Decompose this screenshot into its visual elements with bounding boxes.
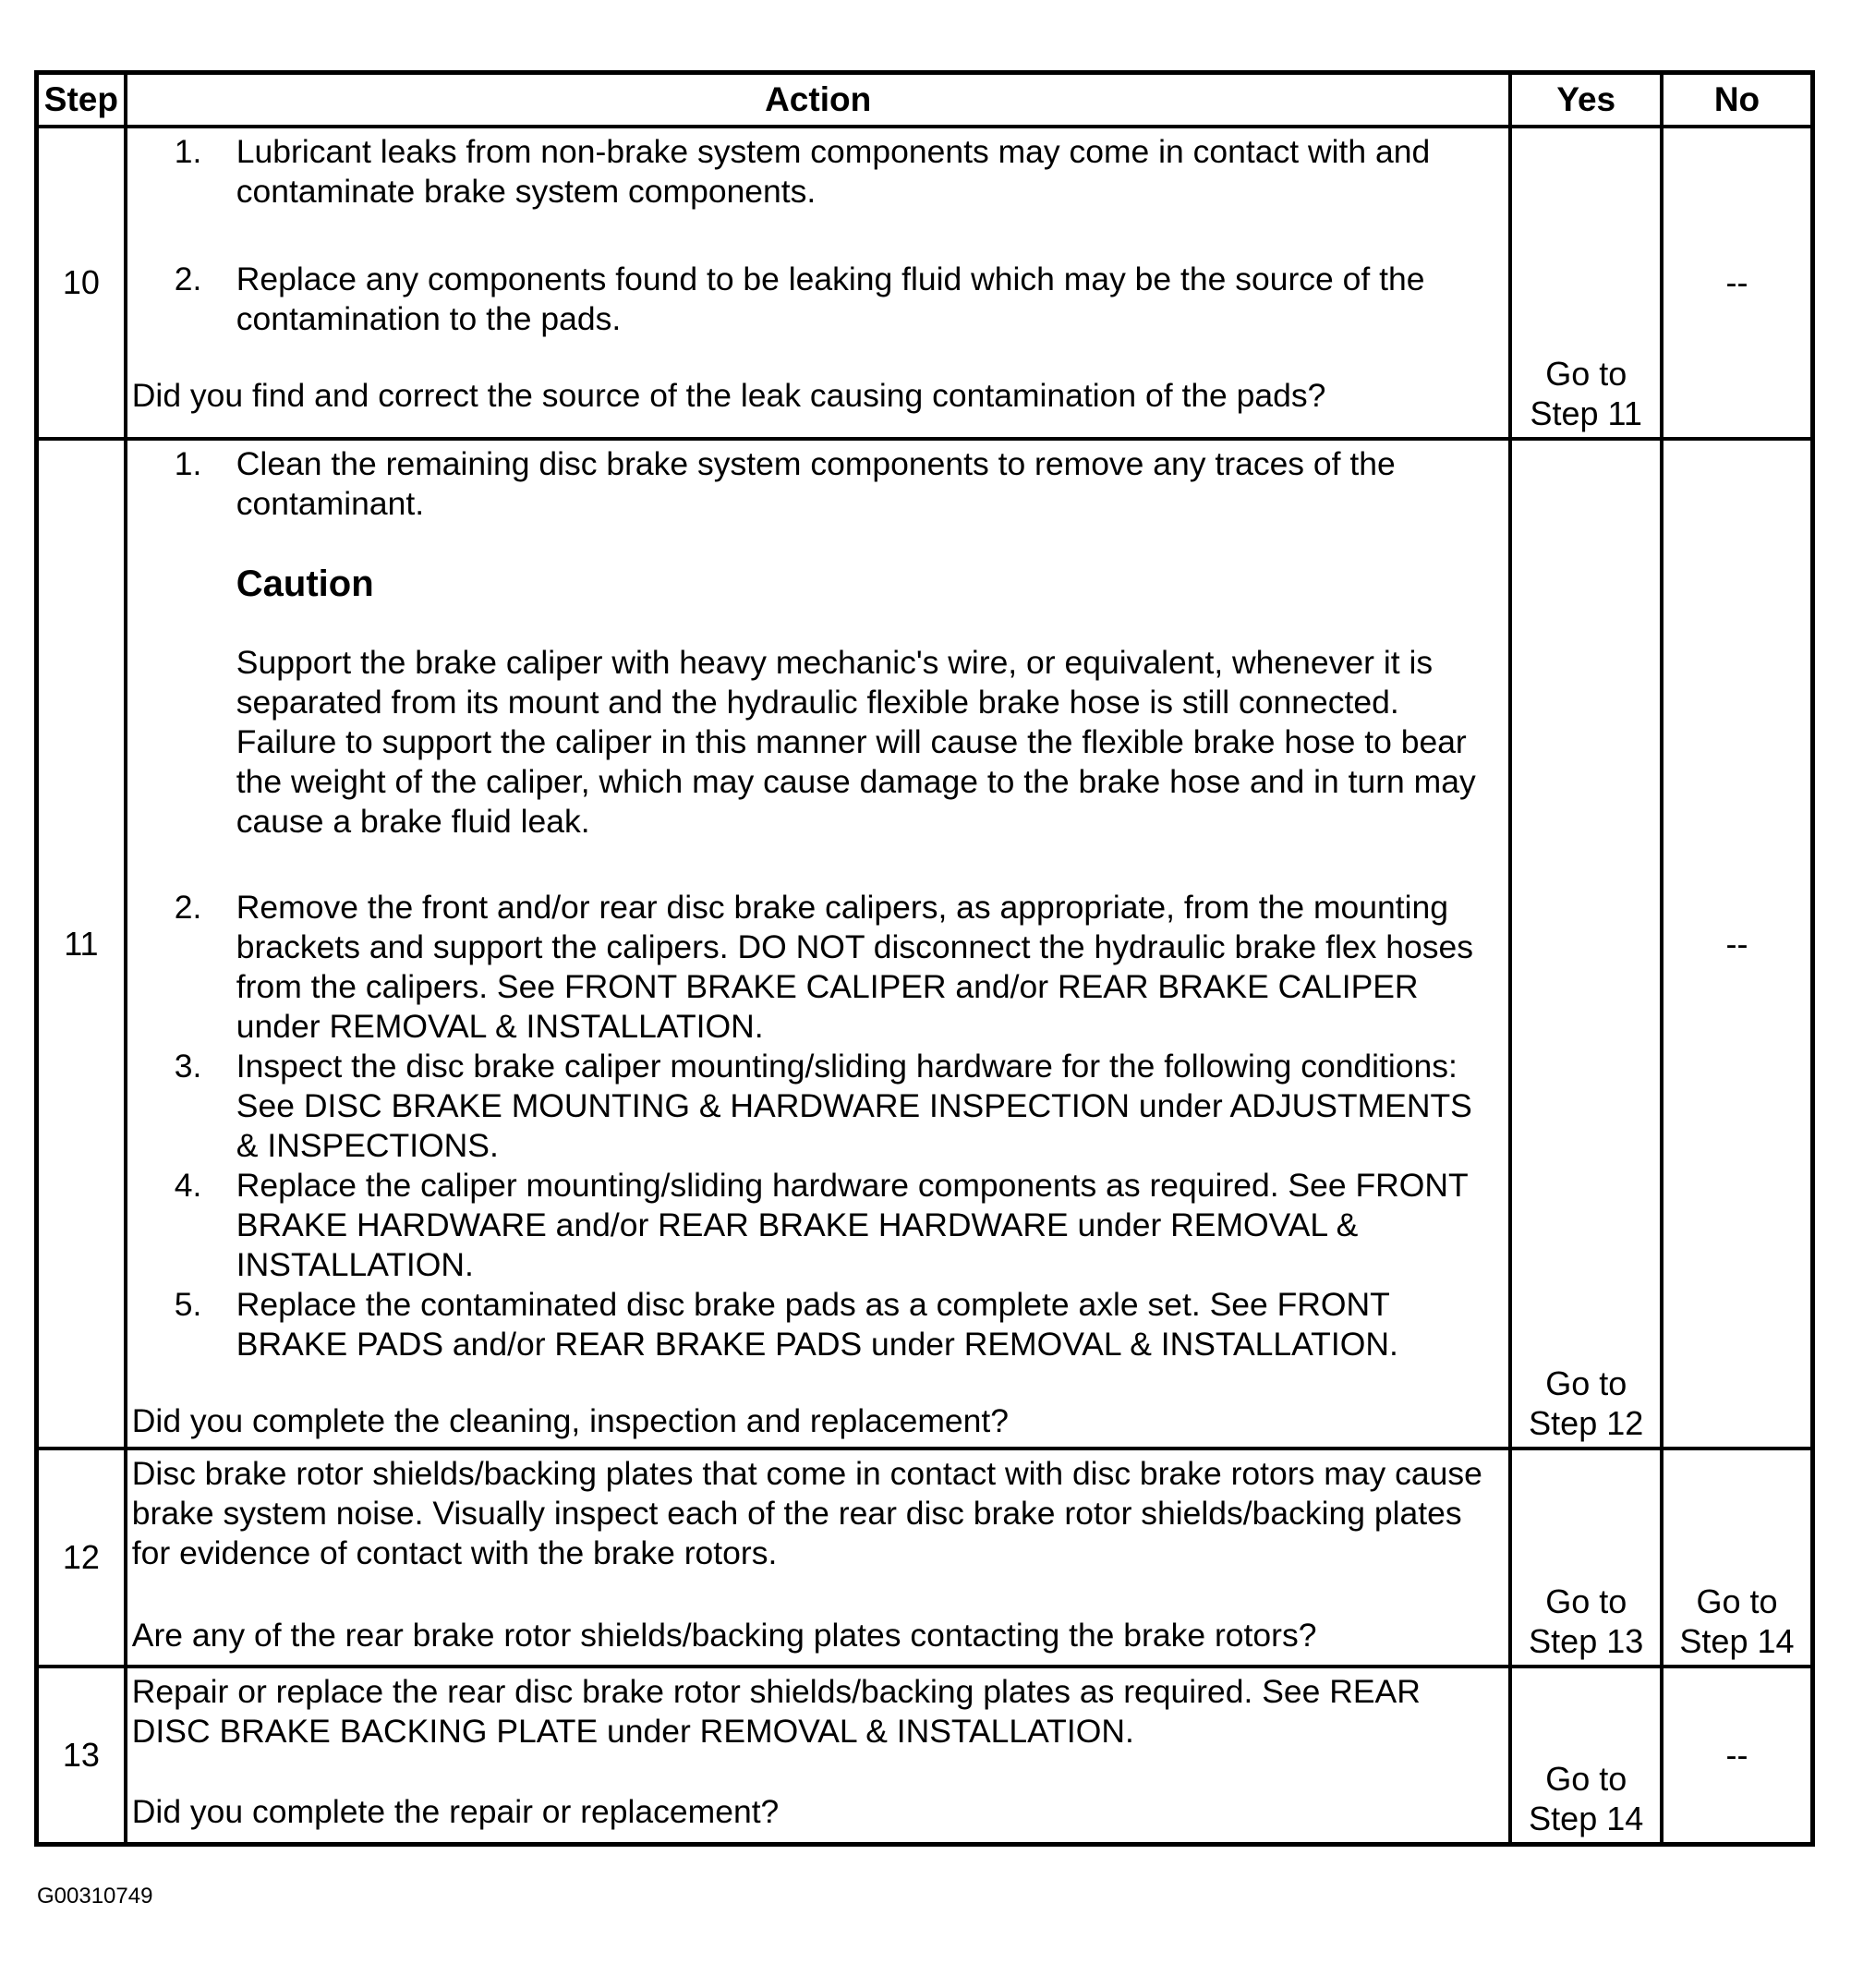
table-row-step-12 xyxy=(37,1449,1813,1667)
item-number: 5. xyxy=(174,1286,202,1323)
yes-cell: Go to Step 13 xyxy=(1510,1449,1662,1667)
diagnostic-table xyxy=(34,70,1815,1847)
item-text: Replace any components found to be leaking fluid which may be the source of the contamination to the pads. xyxy=(236,261,1425,337)
no-cell: Go to Step 14 xyxy=(1662,1449,1813,1667)
list-item xyxy=(132,1166,1502,1285)
list-item xyxy=(132,1047,1502,1166)
caution-title: Caution xyxy=(236,564,374,604)
item-number: 1. xyxy=(174,133,202,170)
step-number: 12 xyxy=(37,1449,126,1667)
no-cell: -- xyxy=(1662,439,1813,1449)
header-row xyxy=(37,73,1813,127)
item-text: Clean the remaining disc brake system components to remove any traces of the contaminant. xyxy=(236,445,1396,522)
item-text: Lubricant leaks from non-brake system components may come in contact with and contaminate brake system components. xyxy=(236,133,1431,210)
action-list xyxy=(132,132,1502,339)
item-text: Replace the contaminated disc brake pads as a complete axle set. See FRONT BRAKE PADS and/or REAR BRAKE PADS under REMOVAL & INSTALLATION. xyxy=(236,1286,1398,1363)
action-list xyxy=(132,888,1502,1364)
header-no: No xyxy=(1662,73,1813,127)
caution-block xyxy=(132,564,1502,842)
yes-cell: Go to Step 14 xyxy=(1510,1667,1662,1844)
item-text: Inspect the disc brake caliper mounting/sliding hardware for the following conditions: See DISC BRAKE MOUNTING & HARDWARE INSPECTION under ADJUSTMENTS & INSPECTIONS. xyxy=(236,1048,1472,1164)
header-step: Step xyxy=(37,73,126,127)
step-number: 13 xyxy=(37,1667,126,1844)
action-list xyxy=(132,444,1502,524)
list-item xyxy=(132,260,1502,339)
step-number: 11 xyxy=(37,439,126,1449)
question-text: Did you find and correct the source of the leak causing contamination of the pads? xyxy=(131,377,1326,414)
list-item xyxy=(132,888,1502,1047)
item-number: 3. xyxy=(174,1048,202,1085)
action-cell xyxy=(126,127,1511,439)
header-action: Action xyxy=(126,73,1511,127)
item-number: 2. xyxy=(174,889,202,926)
table-row-step-13 xyxy=(37,1667,1813,1844)
list-item xyxy=(132,1285,1502,1364)
list-item xyxy=(132,132,1502,212)
figure-code: G00310749 xyxy=(37,1884,153,1909)
action-cell xyxy=(126,439,1511,1449)
item-text: Remove the front and/or rear disc brake calipers, as appropriate, from the mounting brackets and support the calipers. DO NOT disconnect the hydraulic brake flex hoses from the calipers. See FRONT BRAKE CALIPER and/or REAR BRAKE CALIPER under REMOVAL & INSTALLATION. xyxy=(236,889,1473,1045)
table-row-step-11 xyxy=(37,439,1813,1449)
item-number: 1. xyxy=(174,445,202,482)
item-number: 4. xyxy=(174,1167,202,1204)
header-yes: Yes xyxy=(1510,73,1662,127)
yes-cell: Go to Step 12 xyxy=(1510,439,1662,1449)
question-text: Did you complete the cleaning, inspection and replacement? xyxy=(131,1402,1010,1439)
action-cell xyxy=(126,1449,1511,1667)
item-text: Replace the caliper mounting/sliding hardware components as required. See FRONT BRAKE HARDWARE and/or REAR BRAKE HARDWARE under REMOVAL & INSTALLATION. xyxy=(236,1167,1469,1283)
no-cell: -- xyxy=(1662,127,1813,439)
spacer xyxy=(132,212,1502,260)
step-number: 10 xyxy=(37,127,126,439)
no-cell: -- xyxy=(1662,1667,1813,1844)
action-text: Repair or replace the rear disc brake rotor shields/backing plates as required. See REAR DISC BRAKE BACKING PLATE under REMOVAL & INSTALLATION. xyxy=(131,1673,1421,1750)
table-row-step-10 xyxy=(37,127,1813,439)
list-item xyxy=(132,444,1502,524)
question-text: Did you complete the repair or replacement? xyxy=(131,1793,780,1830)
action-text: Disc brake rotor shields/backing plates that come in contact with disc brake rotors may cause brake system noise. Visually inspect each of the rear disc brake rotor shields/backing plates for evidence of contact with the brake rotors. xyxy=(131,1455,1482,1571)
item-number: 2. xyxy=(174,261,202,297)
caution-text: Support the brake caliper with heavy mechanic's wire, or equivalent, whenever it is separated from its mount and the hydraulic flexible brake hose is still connected. Failure to support the caliper in this manner will cause the flexible brake hose to bear the weight of the caliper, which may cause damage to the brake hose and in turn may cause a brake fluid leak. xyxy=(236,644,1476,840)
yes-cell: Go to Step 11 xyxy=(1510,127,1662,439)
question-text: Are any of the rear brake rotor shields/backing plates contacting the brake rotors? xyxy=(131,1617,1317,1654)
action-cell xyxy=(126,1667,1511,1844)
